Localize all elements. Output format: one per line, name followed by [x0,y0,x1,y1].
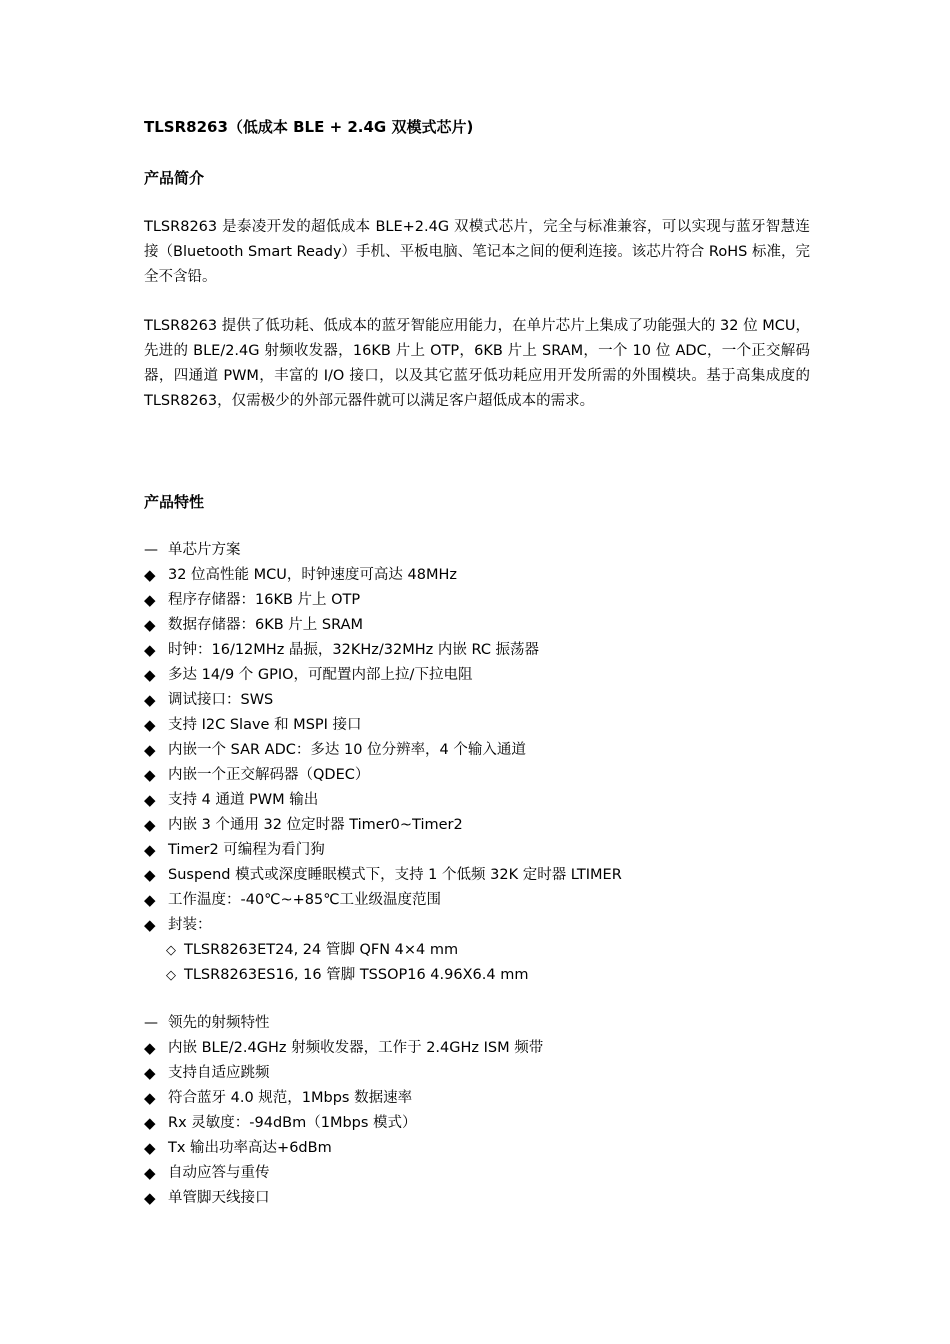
list-item [144,713,810,738]
diamond-bullet-icon: ◆ [144,591,156,609]
list-item-text: 数据存储器：6KB 片上 SRAM [168,617,364,633]
list-item-text: 调试接口：SWS [168,692,274,708]
diamond-bullet-icon: ◆ [144,841,156,859]
group-label: 领先的射频特性 [168,1015,270,1031]
sub-list-item [144,938,810,963]
group-header [144,538,810,563]
diamond-bullet-icon: ◆ [144,741,156,759]
list-item-text: 支持 I2C Slave 和 MSPI 接口 [168,717,362,733]
diamond-bullet-icon: ◆ [144,1114,156,1132]
list-item [144,838,810,863]
diamond-bullet-icon: ◆ [144,691,156,709]
hollow-diamond-icon: ◇ [166,943,176,958]
list-item-text: 多达 14/9 个 GPIO，可配置内部上拉/下拉电阻 [168,667,473,683]
list-item-text: 单管脚天线接口 [168,1190,270,1206]
list-item [144,738,810,763]
list-item-text: Rx 灵敏度：-94dBm（1Mbps 模式） [168,1115,417,1131]
list-item [144,1111,810,1136]
diamond-bullet-icon: ◆ [144,716,156,734]
list-item [144,1186,810,1211]
document-title: TLSR8263（低成本 BLE + 2.4G 双模式芯片) [144,118,474,136]
diamond-bullet-icon: ◆ [144,641,156,659]
list-item-text: Tx 输出功率高达+6dBm [168,1140,332,1156]
list-item [144,1061,810,1086]
diamond-bullet-icon: ◆ [144,1064,156,1082]
diamond-bullet-icon: ◆ [144,666,156,684]
list-item-text: 支持自适应跳频 [168,1065,270,1081]
list-item-text: Suspend 模式或深度睡眠模式下，支持 1 个低频 32K 定时器 LTIMER [168,867,622,883]
list-item-text: 32 位高性能 MCU，时钟速度可高达 48MHz [168,567,458,583]
feature-group-rf [144,1011,810,1211]
intro-paragraph-2: TLSR8263 提供了低功耗、低成本的蓝牙智能应用能力，在单片芯片上集成了功能强大的 32 位 MCU，先进的 BLE/2.4G 射频收发器，16KB 片上 OTP，6KB 片上 SRAM，一个 10 位 ADC，一个正交解码器，四通道 PWM，丰富的 I/O 接口，以及其它蓝牙低功耗应用开发所需的外围模块。基于高集成度的 TLSR8263，仅需极少的外部元器件就可以满足客户超低成本的需求。 [144,318,810,409]
list-item-text: 符合蓝牙 4.0 规范，1Mbps 数据速率 [168,1090,413,1106]
list-item [144,788,810,813]
list-item [144,638,810,663]
list-item [144,813,810,838]
list-item [144,563,810,588]
list-item-text: 工作温度：-40℃~+85℃工业级温度范围 [168,892,441,908]
list-item [144,1161,810,1186]
diamond-bullet-icon: ◆ [144,1139,156,1157]
diamond-bullet-icon: ◆ [144,866,156,884]
list-item-text: 内嵌 3 个通用 32 位定时器 Timer0~Timer2 [168,817,463,833]
list-item-text: Timer2 可编程为看门狗 [168,842,325,858]
list-item [144,888,810,913]
list-item [144,1036,810,1061]
list-item-text: 自动应答与重传 [168,1165,270,1181]
list-item-text: 内嵌 BLE/2.4GHz 射频收发器，工作于 2.4GHz ISM 频带 [168,1040,544,1056]
list-item [144,588,810,613]
list-item-text: 封装： [168,917,212,933]
dash-marker: — [144,1015,158,1031]
sub-list-item-text: TLSR8263ET24, 24 管脚 QFN 4×4 mm [184,942,459,958]
feature-group-single-chip [144,538,810,988]
diamond-bullet-icon: ◆ [144,1089,156,1107]
list-item [144,1136,810,1161]
dash-marker: — [144,542,158,558]
diamond-bullet-icon: ◆ [144,616,156,634]
hollow-diamond-icon: ◇ [166,968,176,983]
group-header [144,1011,810,1036]
diamond-bullet-icon: ◆ [144,791,156,809]
list-item-text: 支持 4 通道 PWM 输出 [168,792,319,808]
sub-list-item [144,963,810,988]
diamond-bullet-icon: ◆ [144,766,156,784]
diamond-bullet-icon: ◆ [144,566,156,584]
list-item [144,863,810,888]
diamond-bullet-icon: ◆ [144,1189,156,1207]
sub-list-item-text: TLSR8263ES16, 16 管脚 TSSOP16 4.96X6.4 mm [184,967,529,983]
list-item-text: 内嵌一个正交解码器（QDEC） [168,767,370,783]
list-item-text: 程序存储器：16KB 片上 OTP [168,592,361,608]
group-label: 单芯片方案 [168,542,241,558]
list-item [144,663,810,688]
features-heading: 产品特性 [144,493,205,511]
list-item [144,613,810,638]
diamond-bullet-icon: ◆ [144,891,156,909]
list-item-text: 时钟：16/12MHz 晶振，32KHz/32MHz 内嵌 RC 振荡器 [168,642,540,658]
list-item [144,1086,810,1111]
intro-heading: 产品简介 [144,169,205,187]
list-item [144,913,810,938]
diamond-bullet-icon: ◆ [144,816,156,834]
intro-paragraph-1: TLSR8263 是泰凌开发的超低成本 BLE+2.4G 双模式芯片，完全与标准兼容，可以实现与蓝牙智慧连接（Bluetooth Smart Ready）手机、平板电脑、笔记本之间的便利连接。该芯片符合 RoHS 标准，完全不含铅。 [144,219,810,285]
diamond-bullet-icon: ◆ [144,916,156,934]
diamond-bullet-icon: ◆ [144,1039,156,1057]
list-item [144,763,810,788]
diamond-bullet-icon: ◆ [144,1164,156,1182]
list-item [144,688,810,713]
list-item-text: 内嵌一个 SAR ADC：多达 10 位分辨率，4 个输入通道 [168,742,526,758]
